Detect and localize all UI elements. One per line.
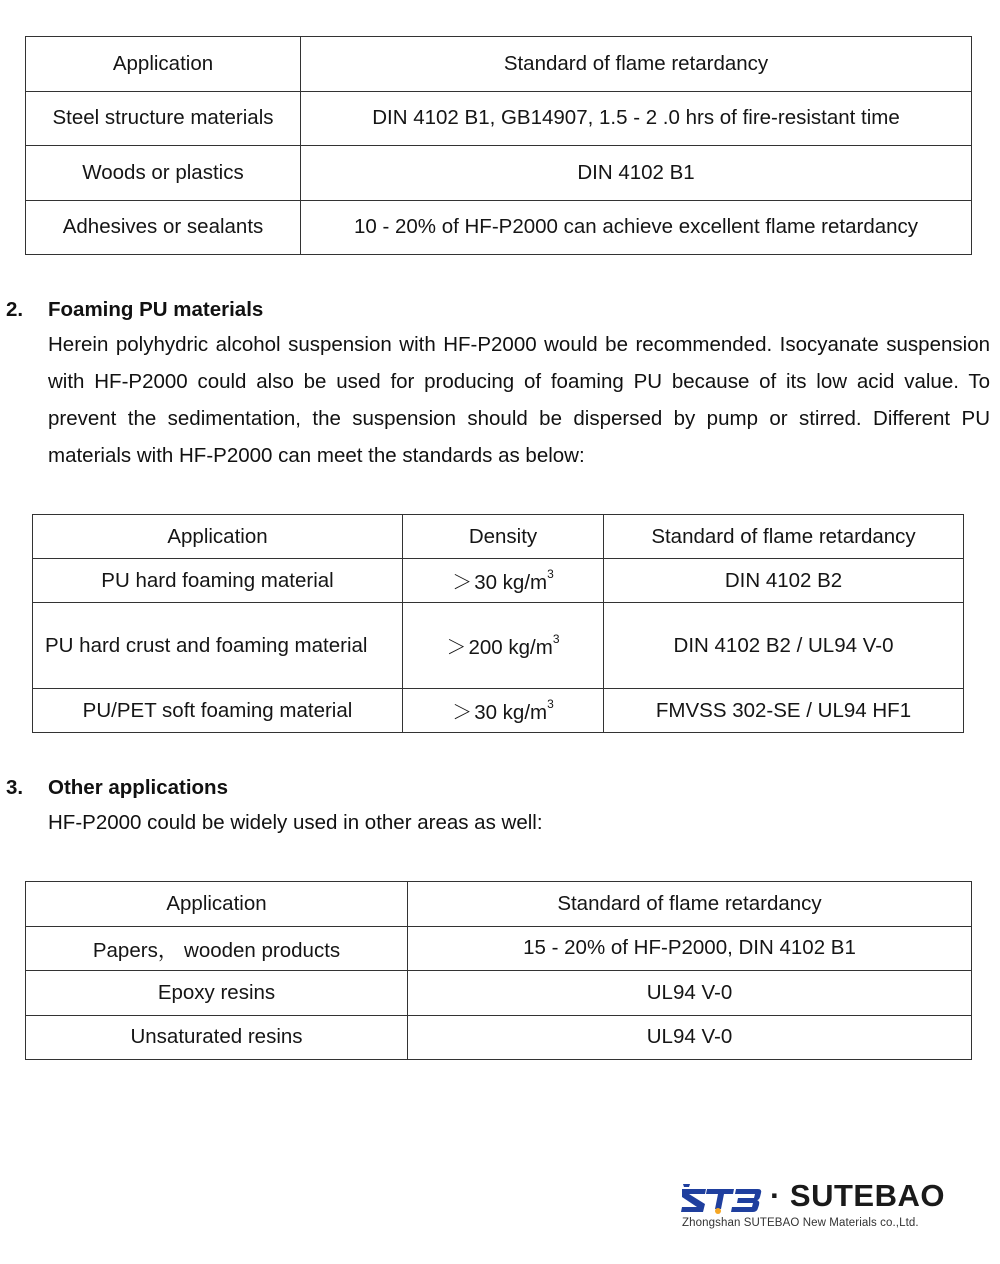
- cell-application: Unsaturated resins: [26, 1015, 408, 1060]
- density-value: 30 kg/m: [474, 571, 548, 594]
- cell-standard: 15 - 20% of HF-P2000, DIN 4102 B1: [408, 926, 972, 971]
- cell-density: [403, 559, 604, 603]
- greater-than-sign: ＞: [446, 635, 467, 659]
- header-application: Application: [26, 882, 408, 927]
- cell-standard: UL94 V-0: [408, 971, 972, 1016]
- table-row: [33, 603, 964, 689]
- table-row: [33, 689, 964, 733]
- flame-retardancy-table-other: [25, 881, 972, 1060]
- section-number: 2.: [6, 298, 24, 321]
- table-row: [26, 146, 972, 201]
- cell-application: PU/PET soft foaming material: [33, 689, 403, 733]
- header-standard: Standard of flame retardancy: [604, 515, 964, 559]
- header-application: Application: [26, 37, 301, 92]
- table-row: [26, 926, 972, 971]
- cell-standard: DIN 4102 B1: [301, 146, 972, 201]
- cell-standard: DIN 4102 B2 / UL94 V-0: [604, 603, 964, 689]
- header-standard: Standard of flame retardancy: [301, 37, 972, 92]
- section-foaming-pu: [6, 294, 990, 474]
- density-exponent: 3: [552, 632, 560, 647]
- table-row: [26, 91, 972, 146]
- section-title: Foaming PU materials: [48, 298, 264, 321]
- cell-standard: DIN 4102 B2: [604, 559, 964, 603]
- cell-application: Woods or plastics: [26, 146, 301, 201]
- stb-logo-mark-icon: [680, 1182, 762, 1214]
- section-heading: [6, 294, 990, 326]
- table-header-row: [26, 882, 972, 927]
- density-value: 30 kg/m: [474, 701, 548, 724]
- cell-density: [403, 689, 604, 733]
- section-paragraph: Herein polyhydric alcohol suspension with HF-P2000 would be recommended. Isocyanate suspension with HF-P2000 could also be used for producing of foaming PU because of its low acid value. To prevent the sedimentation, the suspension should be dispersed by pump or stirred. Different PU materials with HF-P2000 can meet the standards as below:: [48, 333, 990, 467]
- cell-application: PU hard foaming material: [33, 559, 403, 603]
- cell-application: Epoxy resins: [26, 971, 408, 1016]
- cell-standard: UL94 V-0: [408, 1015, 972, 1060]
- table-header-row: [26, 37, 972, 92]
- table-row: [26, 200, 972, 255]
- logo-brand-name: · SUTEBAO: [770, 1178, 945, 1213]
- cell-standard: FMVSS 302-SE / UL94 HF1: [604, 689, 964, 733]
- flame-retardancy-table-pu: [32, 514, 964, 733]
- table-row: [26, 1015, 972, 1060]
- section-other-applications: [6, 772, 990, 841]
- section-paragraph: HF-P2000 could be widely used in other areas as well:: [48, 811, 543, 834]
- table-header-row: [33, 515, 964, 559]
- table-row: [33, 559, 964, 603]
- cell-application: PU hard crust and foaming material: [33, 603, 403, 689]
- cell-application: Papers， wooden products: [26, 926, 408, 971]
- cell-standard: 10 - 20% of HF-P2000 can achieve excellent flame retardancy: [301, 200, 972, 255]
- density-value: 200 kg/m: [468, 636, 553, 659]
- greater-than-sign: ＞: [452, 570, 473, 594]
- header-application: Application: [33, 515, 403, 559]
- section-title: Other applications: [48, 776, 228, 799]
- flame-retardancy-table-general: [25, 36, 972, 255]
- section-number: 3.: [6, 776, 24, 799]
- cell-density: [403, 603, 604, 689]
- cell-standard: DIN 4102 B1, GB14907, 1.5 - 2 .0 hrs of fire-resistant time: [301, 91, 972, 146]
- cell-application: Adhesives or sealants: [26, 200, 301, 255]
- density-exponent: 3: [547, 697, 554, 712]
- logo-company-name: Zhongshan SUTEBAO New Materials co.,Ltd.: [682, 1217, 919, 1229]
- header-density: Density: [403, 515, 604, 559]
- greater-than-sign: ＞: [452, 700, 473, 724]
- company-logo: [680, 1178, 965, 1238]
- table-row: [26, 971, 972, 1016]
- header-standard: Standard of flame retardancy: [408, 882, 972, 927]
- section-heading: [6, 772, 990, 804]
- cell-application: Steel structure materials: [26, 91, 301, 146]
- density-exponent: 3: [547, 567, 554, 582]
